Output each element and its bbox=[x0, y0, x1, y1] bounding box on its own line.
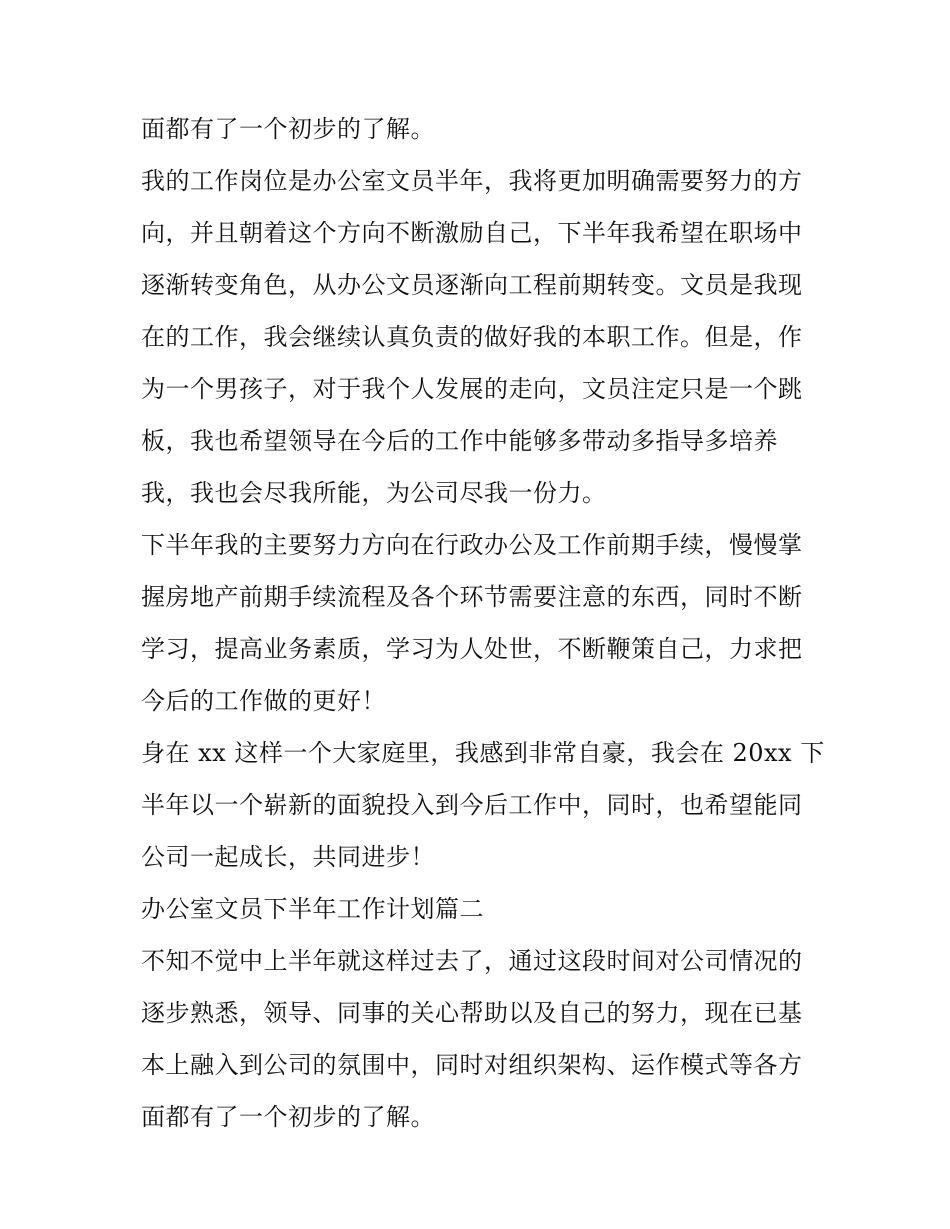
text-line: 逐步熟悉，领导、同事的关心帮助以及自己的努力，现在已基 bbox=[141, 999, 803, 1027]
text-line: 握房地产前期手续流程及各个环节需要注意的东西，同时不断 bbox=[141, 583, 803, 611]
text-line: 今后的工作做的更好！ bbox=[141, 687, 386, 715]
text-line: 面都有了一个初步的了解。 bbox=[141, 1103, 435, 1131]
text-line: 逐渐转变角色，从办公文员逐渐向工程前期转变。文员是我现 bbox=[141, 271, 803, 299]
text-line: 为一个男孩子，对于我个人发展的走向，文员注定只是一个跳 bbox=[141, 375, 803, 403]
document-body bbox=[141, 103, 831, 1143]
text-line: 面都有了一个初步的了解。 bbox=[141, 115, 435, 143]
text-line: 下半年我的主要努力方向在行政办公及工作前期手续，慢慢掌 bbox=[141, 531, 803, 559]
text-line: 身在 xx 这样一个大家庭里，我感到非常自豪，我会在 20xx 下 bbox=[141, 739, 825, 767]
text-line: 半年以一个崭新的面貌投入到今后工作中，同时，也希望能同 bbox=[141, 791, 803, 819]
text-line: 我的工作岗位是办公室文员半年，我将更加明确需要努力的方 bbox=[141, 167, 803, 195]
text-line: 不知不觉中上半年就这样过去了，通过这段时间对公司情况的 bbox=[141, 947, 803, 975]
section-heading: 办公室文员下半年工作计划篇二 bbox=[141, 895, 484, 923]
text-line: 我，我也会尽我所能，为公司尽我一份力。 bbox=[141, 479, 607, 507]
text-line: 向，并且朝着这个方向不断激励自己，下半年我希望在职场中 bbox=[141, 219, 803, 247]
text-line: 在的工作，我会继续认真负责的做好我的本职工作。但是，作 bbox=[141, 323, 803, 351]
text-line: 板，我也希望领导在今后的工作中能够多带动多指导多培养 bbox=[141, 427, 778, 455]
text-line: 学习，提高业务素质，学习为人处世，不断鞭策自己，力求把 bbox=[141, 635, 803, 663]
text-line: 公司一起成长，共同进步！ bbox=[141, 843, 435, 871]
text-line: 本上融入到公司的氛围中，同时对组织架构、运作模式等各方 bbox=[141, 1051, 803, 1079]
